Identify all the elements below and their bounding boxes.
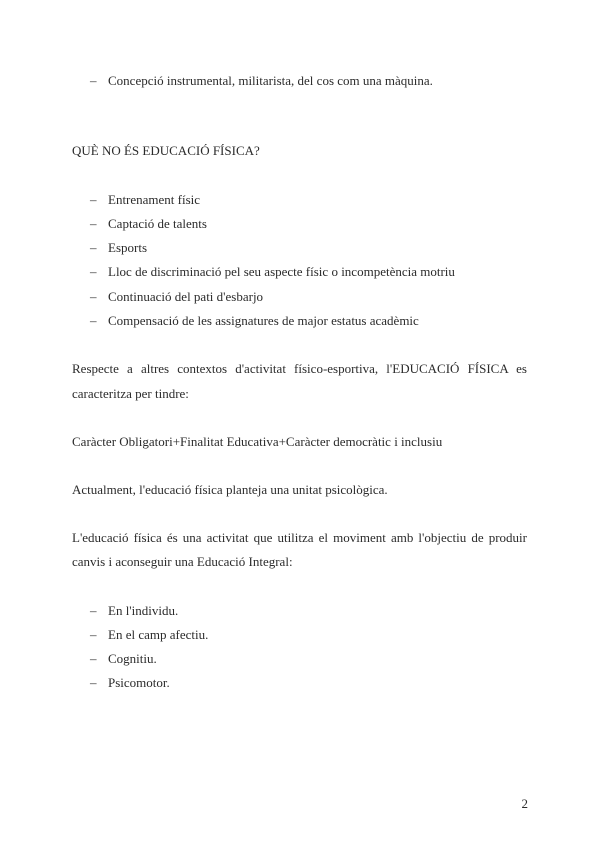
list-item (90, 603, 178, 619)
list-item (90, 651, 157, 667)
paragraph-line: canvis i aconseguir una Educació Integral: (72, 554, 293, 569)
bullet-dash: – (90, 289, 97, 304)
formula-line: Caràcter Obligatori+Finalitat Educativa+Caràcter democràtic i inclusiu (72, 434, 443, 449)
bullet-dash: – (90, 264, 97, 279)
paragraph-line: Respecte a altres contextos d'activitat físico-esportiva, l'EDUCACIÓ FÍSICA es (72, 361, 527, 376)
list-item (90, 627, 208, 643)
list-item-text: Entrenament físic (108, 192, 201, 207)
list-item (90, 192, 200, 208)
list-item-text: En el camp afectiu. (108, 627, 209, 642)
list-item-text: En l'individu. (108, 603, 179, 618)
bullet-dash: – (90, 651, 97, 666)
list-item (90, 289, 263, 305)
bullet-dash: – (90, 73, 97, 88)
paragraph-line: caracteritza per tindre: (72, 386, 189, 401)
bullet-dash: – (90, 675, 97, 690)
list-item (90, 313, 419, 329)
list-item-text: Lloc de discriminació pel seu aspecte físic o incompetència motriu (108, 264, 455, 279)
list-item (90, 216, 207, 232)
list-item-text: Concepció instrumental, militarista, del cos com una màquina. (108, 73, 433, 88)
page-number: 2 (521, 796, 528, 811)
list-item (90, 264, 455, 280)
list-item-text: Esports (108, 240, 147, 255)
bullet-dash: – (90, 627, 97, 642)
bullet-dash: – (90, 603, 97, 618)
paragraph-line: L'educació física és una activitat que utilitza el moviment amb l'objectiu de produir (72, 530, 527, 545)
list-item-text: Psicomotor. (108, 675, 170, 690)
bullet-dash: – (90, 216, 97, 231)
list-item-text: Captació de talents (108, 216, 207, 231)
bullet-dash: – (90, 192, 97, 207)
list-item-text: Continuació del pati d'esbarjo (108, 289, 264, 304)
list-item (90, 240, 147, 256)
bullet-dash: – (90, 313, 97, 328)
list-item (90, 73, 433, 89)
paragraph-line: Actualment, l'educació física planteja una unitat psicològica. (72, 482, 388, 497)
list-item (90, 675, 170, 691)
list-item-text: Compensació de les assignatures de major estatus acadèmic (108, 313, 419, 328)
list-item-text: Cognitiu. (108, 651, 157, 666)
bullet-dash: – (90, 240, 97, 255)
section-heading: QUÈ NO ÉS EDUCACIÓ FÍSICA? (72, 143, 260, 158)
